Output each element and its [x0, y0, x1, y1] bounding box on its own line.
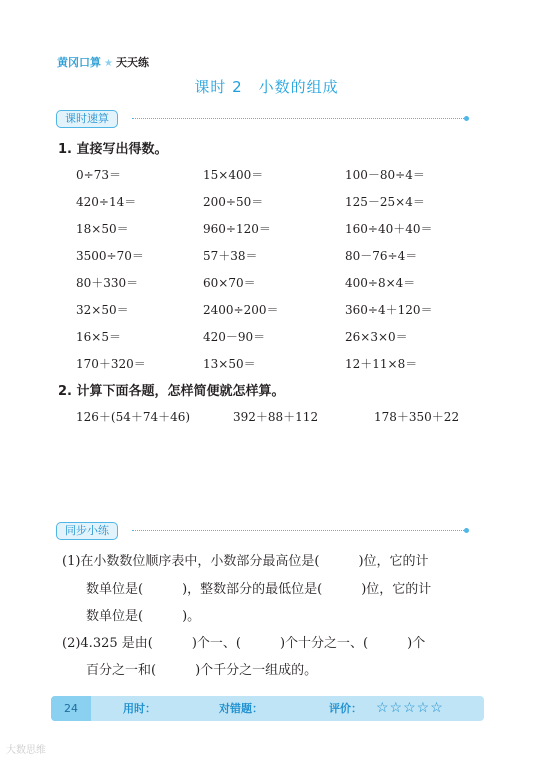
practice-line: (1)在小数数位顺序表中，小数部分最高位是( )位，它的计	[62, 554, 429, 569]
section-header-quick-calc	[56, 110, 468, 128]
page-number: 24	[51, 696, 91, 721]
question-1-title: 1. 直接写出得数。	[58, 142, 168, 157]
calc-item: 57＋38＝	[203, 249, 258, 263]
practice-line: 数单位是( )，整数部分的最低位是( )位，它的计	[86, 582, 432, 597]
calc-item: 16×5＝	[76, 330, 121, 344]
calc-item: 420÷14＝	[76, 195, 137, 209]
calc-item: 80＋330＝	[76, 276, 139, 290]
errors-label: 对错题：	[219, 702, 263, 715]
practice-line: 数单位是( )。	[86, 609, 201, 624]
calc-item: 0÷73＝	[76, 168, 121, 182]
rating-stars-icon: ☆☆☆☆☆	[376, 700, 444, 716]
footer-bar	[51, 696, 484, 721]
section-header-practice	[56, 522, 468, 540]
brand-name: 黄冈口算	[57, 56, 101, 69]
calc-item: 200÷50＝	[203, 195, 264, 209]
simplify-item: 392＋88＋112	[233, 410, 319, 424]
calc-item: 160÷40＋40＝	[345, 222, 433, 236]
brand-header	[57, 54, 149, 70]
brand-subtitle: 天天练	[115, 56, 149, 69]
section-tag: 课时速算	[56, 110, 118, 128]
calc-item: 15×400＝	[203, 168, 264, 182]
calc-item: 420－90＝	[203, 330, 266, 344]
rating-label: 评价：	[329, 702, 362, 715]
lesson-title: 课时 2 小数的组成	[194, 78, 339, 96]
practice-line: 百分之一和( )个千分之一组成的。	[86, 663, 318, 678]
star-icon: ★	[104, 58, 113, 69]
dotted-divider	[132, 530, 464, 531]
practice-line: (2)4.325 是由( )个一、( )个十分之一、( )个	[62, 636, 426, 651]
calc-item: 360÷4＋120＝	[345, 303, 433, 317]
calc-item: 125－25×4＝	[345, 195, 425, 209]
calc-item: 12＋11×8＝	[345, 357, 418, 371]
calc-item: 32×50＝	[76, 303, 129, 317]
calc-item: 13×50＝	[203, 357, 256, 371]
calc-item: 100－80÷4＝	[345, 168, 425, 182]
calc-item: 3500÷70＝	[76, 249, 144, 263]
section-tag: 同步小练	[56, 522, 118, 540]
calc-item: 170＋320＝	[76, 357, 146, 371]
simplify-item: 126＋(54＋74＋46)	[76, 410, 191, 424]
calc-item: 60×70＝	[203, 276, 256, 290]
question-2-title: 2. 计算下面各题，怎样简便就怎样算。	[58, 384, 285, 399]
calc-item: 2400÷200＝	[203, 303, 279, 317]
time-label: 用时：	[123, 702, 156, 715]
calc-item: 960÷120＝	[203, 222, 271, 236]
calc-item: 80－76÷4＝	[345, 249, 418, 263]
dotted-divider	[132, 118, 464, 119]
divider-dot	[464, 116, 469, 121]
calc-item: 26×3×0＝	[345, 330, 408, 344]
calc-item: 400÷8×4＝	[345, 276, 416, 290]
calc-item: 18×50＝	[76, 222, 129, 236]
divider-dot	[464, 528, 469, 533]
watermark: 大数思维	[6, 745, 46, 756]
simplify-item: 178＋350＋22	[374, 410, 460, 424]
